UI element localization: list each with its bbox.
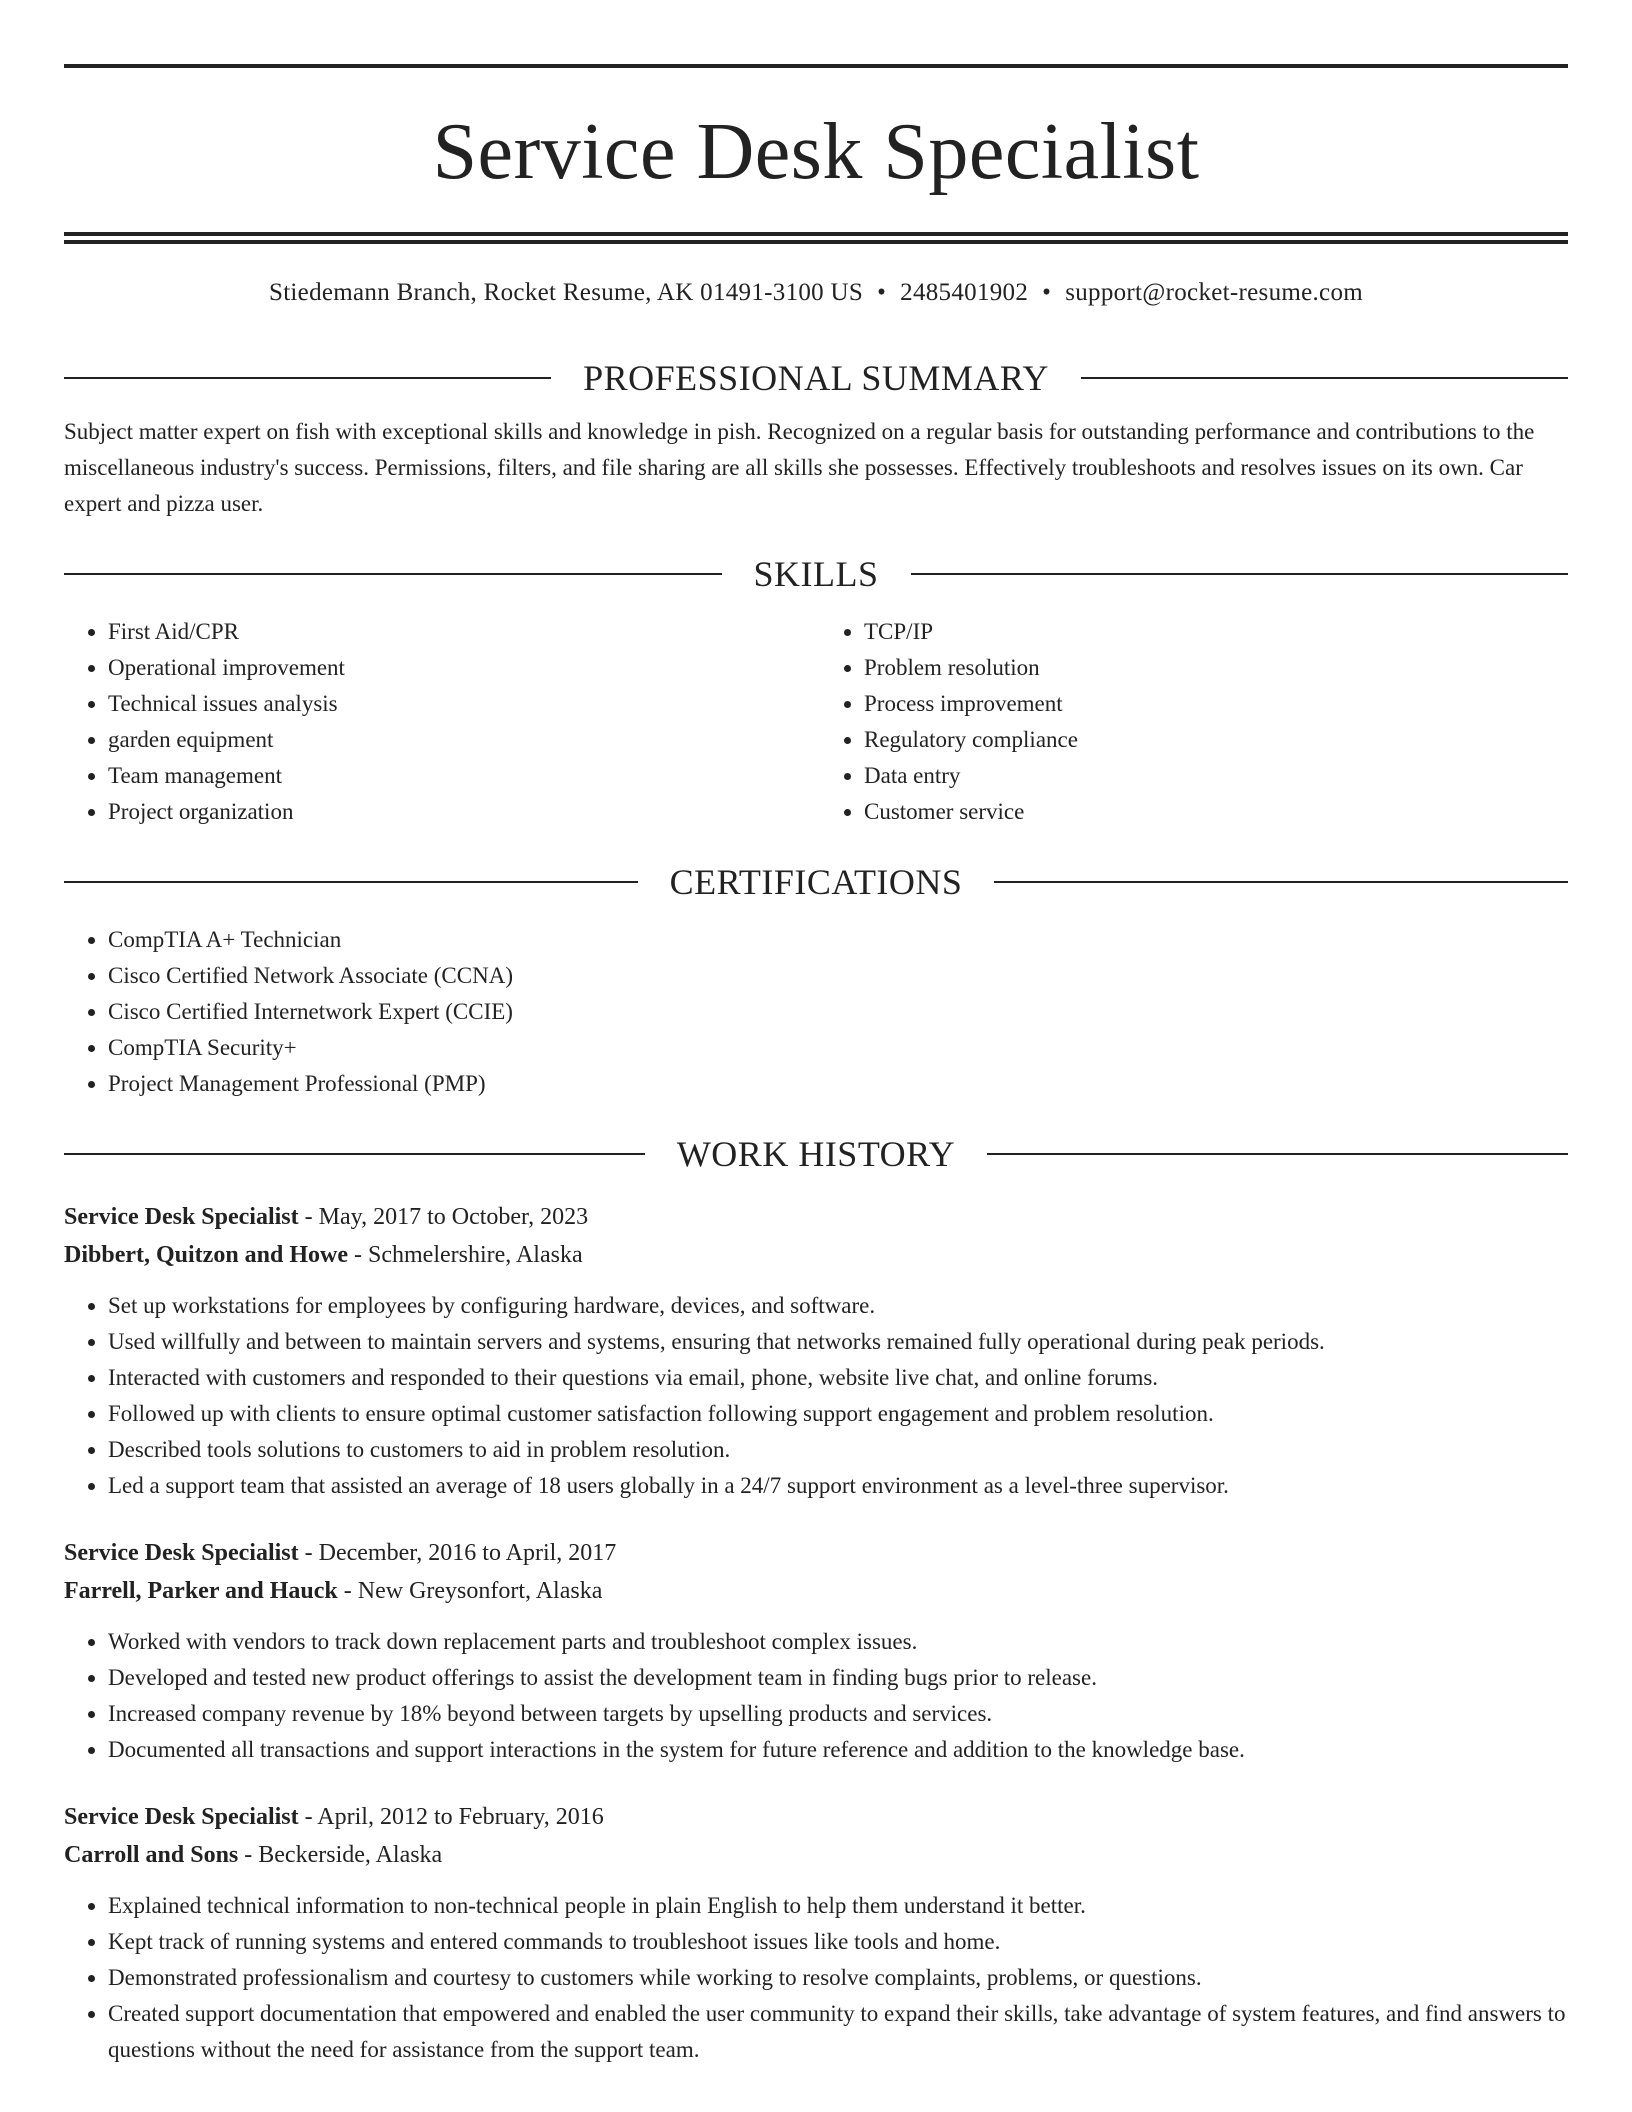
section-title-work: WORK HISTORY bbox=[676, 1134, 956, 1174]
work-history-list bbox=[64, 1198, 1568, 2068]
job-duties bbox=[64, 1624, 1568, 1768]
skills-column-right bbox=[816, 614, 1568, 830]
skill-item: • Operational improvement bbox=[108, 650, 816, 686]
contact-line bbox=[64, 276, 1568, 310]
certification-item: • Project Management Professional (PMP) bbox=[108, 1066, 1568, 1102]
section-rule bbox=[994, 881, 1568, 883]
job-location: - Beckerside, Alaska bbox=[238, 1842, 443, 1868]
job-company: Dibbert, Quitzon and Howe bbox=[64, 1242, 349, 1268]
skill-item: • Technical issues analysis bbox=[108, 686, 816, 722]
job-role: Service Desk Specialist bbox=[64, 1204, 299, 1230]
skill-item: • Team management bbox=[108, 758, 816, 794]
section-title-summary: PROFESSIONAL SUMMARY bbox=[583, 358, 1049, 398]
certification-item: • Cisco Certified Network Associate (CCNA) bbox=[108, 958, 1568, 994]
job-duty-item: • Documented all transactions and support interactions in the system for future reference and addition to the knowledge base. bbox=[108, 1732, 1568, 1768]
skill-item: • TCP/IP bbox=[864, 614, 1568, 650]
section-title-certifications: CERTIFICATIONS bbox=[669, 862, 963, 902]
job-title-line bbox=[64, 1534, 1568, 1572]
skill-item: • garden equipment bbox=[108, 722, 816, 758]
job-role: Service Desk Specialist bbox=[64, 1540, 299, 1566]
section-rule bbox=[64, 1153, 645, 1155]
job-location: - Schmelershire, Alaska bbox=[348, 1242, 583, 1268]
skills-list bbox=[64, 614, 1568, 830]
resume-name: Service Desk Specialist bbox=[432, 108, 1200, 196]
job-company-line bbox=[64, 1572, 1568, 1610]
skill-item: • Data entry bbox=[864, 758, 1568, 794]
section-rule bbox=[64, 881, 638, 883]
job-duty-item: • Described tools solutions to customers to aid in problem resolution. bbox=[108, 1432, 1568, 1468]
skill-item: • Problem resolution bbox=[864, 650, 1568, 686]
job-location: - New Greysonfort, Alaska bbox=[337, 1578, 603, 1604]
job-title-line bbox=[64, 1198, 1568, 1236]
skills-left-list bbox=[64, 614, 816, 830]
job-duties bbox=[64, 1888, 1568, 2068]
job-role: Service Desk Specialist bbox=[64, 1804, 299, 1830]
job-dates: - May, 2017 to October, 2023 bbox=[298, 1204, 589, 1230]
certification-item: • CompTIA A+ Technician bbox=[108, 922, 1568, 958]
job-duty-item: • Kept track of running systems and entered commands to troubleshoot issues like tools and home. bbox=[108, 1924, 1568, 1960]
section-rule bbox=[911, 573, 1569, 575]
certification-item: • CompTIA Security+ bbox=[108, 1030, 1568, 1066]
job-duty-item: • Increased company revenue by 18% beyond between targets by upselling products and services. bbox=[108, 1696, 1568, 1732]
skills-column-left bbox=[64, 614, 816, 830]
job-entry bbox=[64, 1198, 1568, 1504]
cert-items bbox=[64, 922, 1568, 1102]
certifications-list bbox=[64, 922, 1568, 1102]
skill-item: • Project organization bbox=[108, 794, 816, 830]
section-rule bbox=[1081, 377, 1568, 379]
job-duty-item: • Led a support team that assisted an average of 18 users globally in a 24/7 support environment as a level-three supervisor. bbox=[108, 1468, 1568, 1504]
job-company: Carroll and Sons bbox=[64, 1842, 239, 1868]
job-duties bbox=[64, 1288, 1568, 1504]
top-rule bbox=[64, 64, 1568, 68]
section-rule bbox=[987, 1153, 1568, 1155]
job-duty-item: • Created support documentation that empowered and enabled the user community to expand their skills, take advantage of system features, and find answers to questions without the need for assistance from the support team. bbox=[108, 1996, 1568, 2068]
job-entry bbox=[64, 1534, 1568, 1768]
contact-address: Stiedemann Branch, Rocket Resume, AK 01491-3100 US bbox=[268, 279, 864, 306]
job-duty-item: • Followed up with clients to ensure optimal customer satisfaction following support engagement and problem resolution. bbox=[108, 1396, 1568, 1432]
job-company-line bbox=[64, 1836, 1568, 1874]
section-header-certifications bbox=[64, 860, 1568, 904]
job-dates: - April, 2012 to February, 2016 bbox=[298, 1804, 604, 1830]
job-company-line bbox=[64, 1236, 1568, 1274]
double-rule bbox=[64, 232, 1568, 244]
contact-separator: • bbox=[1042, 279, 1052, 306]
section-header-skills bbox=[64, 552, 1568, 596]
section-header-summary bbox=[64, 356, 1568, 400]
section-header-work bbox=[64, 1132, 1568, 1176]
section-title-skills: SKILLS bbox=[753, 554, 879, 594]
job-duty-item: • Used willfully and between to maintain servers and systems, ensuring that networks remained fully operational during peak periods. bbox=[108, 1324, 1568, 1360]
job-title-line bbox=[64, 1798, 1568, 1836]
job-dates: - December, 2016 to April, 2017 bbox=[298, 1540, 617, 1566]
contact-phone: 2485401902 bbox=[900, 279, 1029, 306]
section-rule bbox=[64, 377, 551, 379]
job-duty-item: • Worked with vendors to track down replacement parts and troubleshoot complex issues. bbox=[108, 1624, 1568, 1660]
job-duty-item: • Demonstrated professionalism and courtesy to customers while working to resolve complaints, problems, or questions. bbox=[108, 1960, 1568, 1996]
skill-item: • First Aid/CPR bbox=[108, 614, 816, 650]
skill-item: • Customer service bbox=[864, 794, 1568, 830]
resume-page bbox=[64, 0, 1568, 2068]
skill-item: • Process improvement bbox=[864, 686, 1568, 722]
job-duty-item: • Interacted with customers and responded to their questions via email, phone, website live chat, and online forums. bbox=[108, 1360, 1568, 1396]
skill-item: • Regulatory compliance bbox=[864, 722, 1568, 758]
job-entry bbox=[64, 1798, 1568, 2068]
job-duty-item: • Set up workstations for employees by configuring hardware, devices, and software. bbox=[108, 1288, 1568, 1324]
contact-separator: • bbox=[877, 279, 887, 306]
certification-item: • Cisco Certified Internetwork Expert (CCIE) bbox=[108, 994, 1568, 1030]
contact-email: support@rocket-resume.com bbox=[1065, 279, 1363, 306]
job-duty-item: • Explained technical information to non-technical people in plain English to help them understand it better. bbox=[108, 1888, 1568, 1924]
summary-text: Subject matter expert on fish with exceptional skills and knowledge in pish. Recognized on a regular basis for outstanding performance and contributions to the miscellaneous industry's success. Permissions, filters, and file sharing are all skills she possesses. Effectively troubleshoots and resolves issues on its own. Car expert and pizza user. bbox=[64, 419, 1535, 516]
job-duty-item: • Developed and tested new product offerings to assist the development team in finding bugs prior to release. bbox=[108, 1660, 1568, 1696]
job-company: Farrell, Parker and Hauck bbox=[64, 1578, 338, 1604]
section-rule bbox=[64, 573, 722, 575]
skills-right-list bbox=[816, 614, 1568, 830]
